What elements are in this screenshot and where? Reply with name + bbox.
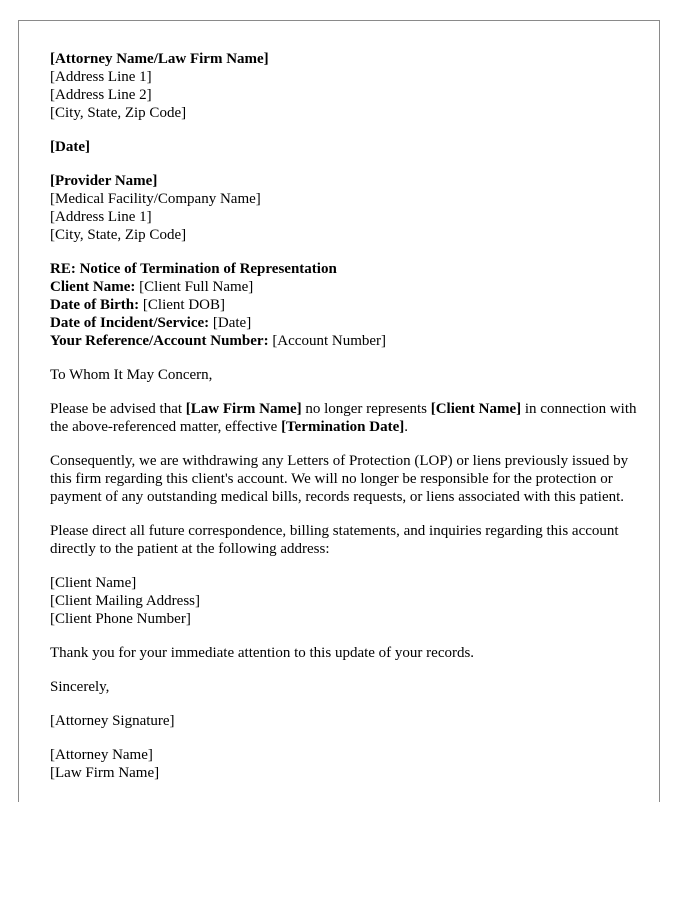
letter-date: [Date]: [50, 139, 90, 155]
sign-off: Sincerely,: [50, 679, 110, 695]
client-name-label: Client Name:: [50, 279, 136, 295]
dob-label: Date of Birth:: [50, 297, 140, 313]
sender-address-line-1: [Address Line 1]: [50, 69, 152, 85]
p1-text-2: no longer represents: [301, 401, 431, 417]
signer-firm: [Law Firm Name]: [50, 765, 160, 781]
recipient-name: [Provider Name]: [50, 173, 158, 189]
paragraph-correspondence: Please direct all future correspondence, billing statements, and inquiries regarding this account directly to the patient at the following address:: [50, 523, 619, 557]
account-number-label: Your Reference/Account Number:: [50, 333, 269, 349]
p1-client-name: [Client Name]: [430, 401, 522, 417]
re-line: RE: Notice of Termination of Representation: [50, 261, 337, 277]
p1-termination-date: [Termination Date]: [281, 419, 405, 435]
recipient-facility: [Medical Facility/Company Name]: [50, 191, 261, 207]
sender-block: [50, 50, 640, 122]
letter-body: [50, 50, 640, 798]
p1-text-3: in connection with the above-referenced matter, effective: [50, 401, 637, 435]
sender-name: [Attorney Name/Law Firm Name]: [50, 51, 269, 67]
incident-date-value: [Date]: [212, 315, 252, 331]
signer-name: [Attorney Name]: [50, 747, 153, 763]
signer-block: [50, 746, 640, 782]
sender-city-state-zip: [City, State, Zip Code]: [50, 105, 187, 121]
closing-thanks: Thank you for your immediate attention to this update of your records.: [50, 645, 475, 661]
client-name-value: [Client Full Name]: [139, 279, 254, 295]
paragraph-lop-withdrawal: Consequently, we are withdrawing any Letters of Protection (LOP) or liens previously issued by this firm regarding this client's account. We will no longer be responsible for the protection or payment of any outstanding medical bills, records requests, or liens associated with this patient.: [50, 453, 629, 505]
recipient-block: [50, 172, 640, 244]
paragraph-termination: [50, 400, 640, 436]
letter-page: [18, 20, 660, 802]
recipient-city-state-zip: [City, State, Zip Code]: [50, 227, 187, 243]
account-number-value: [Account Number]: [272, 333, 387, 349]
p1-text-1: Please be advised that: [50, 401, 186, 417]
client-phone-number: [Client Phone Number]: [50, 611, 191, 627]
client-address-block: [50, 574, 640, 628]
date-block: [50, 138, 640, 156]
sender-address-line-2: [Address Line 2]: [50, 87, 152, 103]
client-address-name: [Client Name]: [50, 575, 137, 591]
attorney-signature: [Attorney Signature]: [50, 713, 175, 729]
client-mailing-address: [Client Mailing Address]: [50, 593, 200, 609]
reference-block: [50, 260, 640, 350]
recipient-address-line-1: [Address Line 1]: [50, 209, 152, 225]
p1-text-4: .: [404, 419, 408, 435]
incident-date-label: Date of Incident/Service:: [50, 315, 210, 331]
dob-value: [Client DOB]: [142, 297, 225, 313]
p1-firm-name: [Law Firm Name]: [185, 401, 302, 417]
salutation: To Whom It May Concern,: [50, 367, 213, 383]
